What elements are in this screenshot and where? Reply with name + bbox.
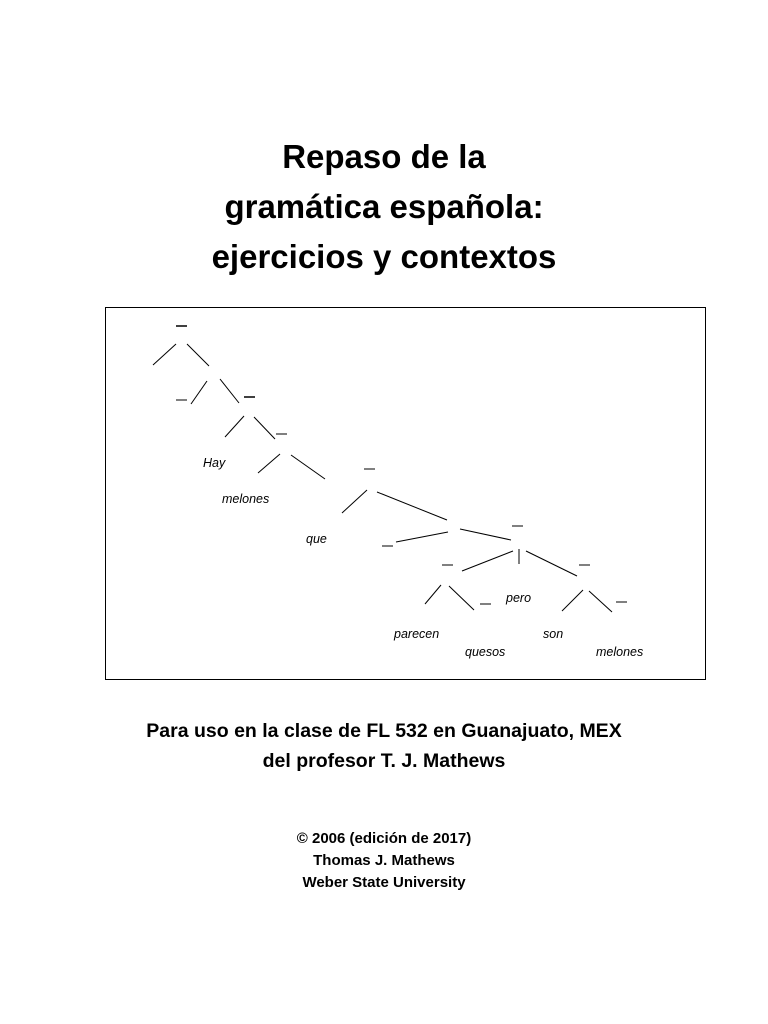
title-line-1: Repaso de la [282,138,486,175]
tree-branch [396,532,448,542]
tree-branch [460,529,511,540]
document-title [0,132,768,282]
tree-word-parecen: parecen [394,627,440,641]
tree-branch [526,551,577,576]
tree-branch [153,344,176,365]
tree-word-quesos: quesos [465,645,506,659]
tree-branch [377,492,447,520]
tree-word-pero: pero [506,591,532,605]
tree-branch [425,585,441,604]
tree-branch [254,417,275,439]
course-info [0,716,768,776]
title-line-2: gramática española: [224,188,544,225]
syntax-tree-diagram [105,307,706,680]
tree-branch [291,455,325,479]
copyright-line: © 2006 (edición de 2017) [296,830,472,847]
tree-branch [562,590,583,611]
tree-branch [342,490,367,513]
tree-branch [225,416,244,437]
title-line-3: ejercicios y contextos [211,238,557,275]
university-line: Weber State University [302,874,466,891]
tree-branch [191,381,207,404]
tree-word-hay: Hay [203,456,226,470]
tree-word-melones-2: melones [596,645,644,659]
course-line-1: Para uso en la clase de FL 532 en Guanajuato, MEX [146,720,622,742]
syntax-tree-svg [106,308,707,681]
tree-branch [449,586,474,610]
author-line: Thomas J. Mathews [313,852,455,869]
credits-block [0,828,768,894]
tree-word-melones: melones [222,492,270,506]
tree-word-son: son [543,627,564,641]
course-line-2: del profesor T. J. Mathews [262,750,506,772]
tree-branch [589,591,612,612]
tree-branch [462,551,513,571]
tree-branch [187,344,209,366]
tree-branch [258,454,280,473]
tree-branch [220,379,239,403]
tree-word-que: que [306,532,327,546]
tree-words [203,456,643,659]
